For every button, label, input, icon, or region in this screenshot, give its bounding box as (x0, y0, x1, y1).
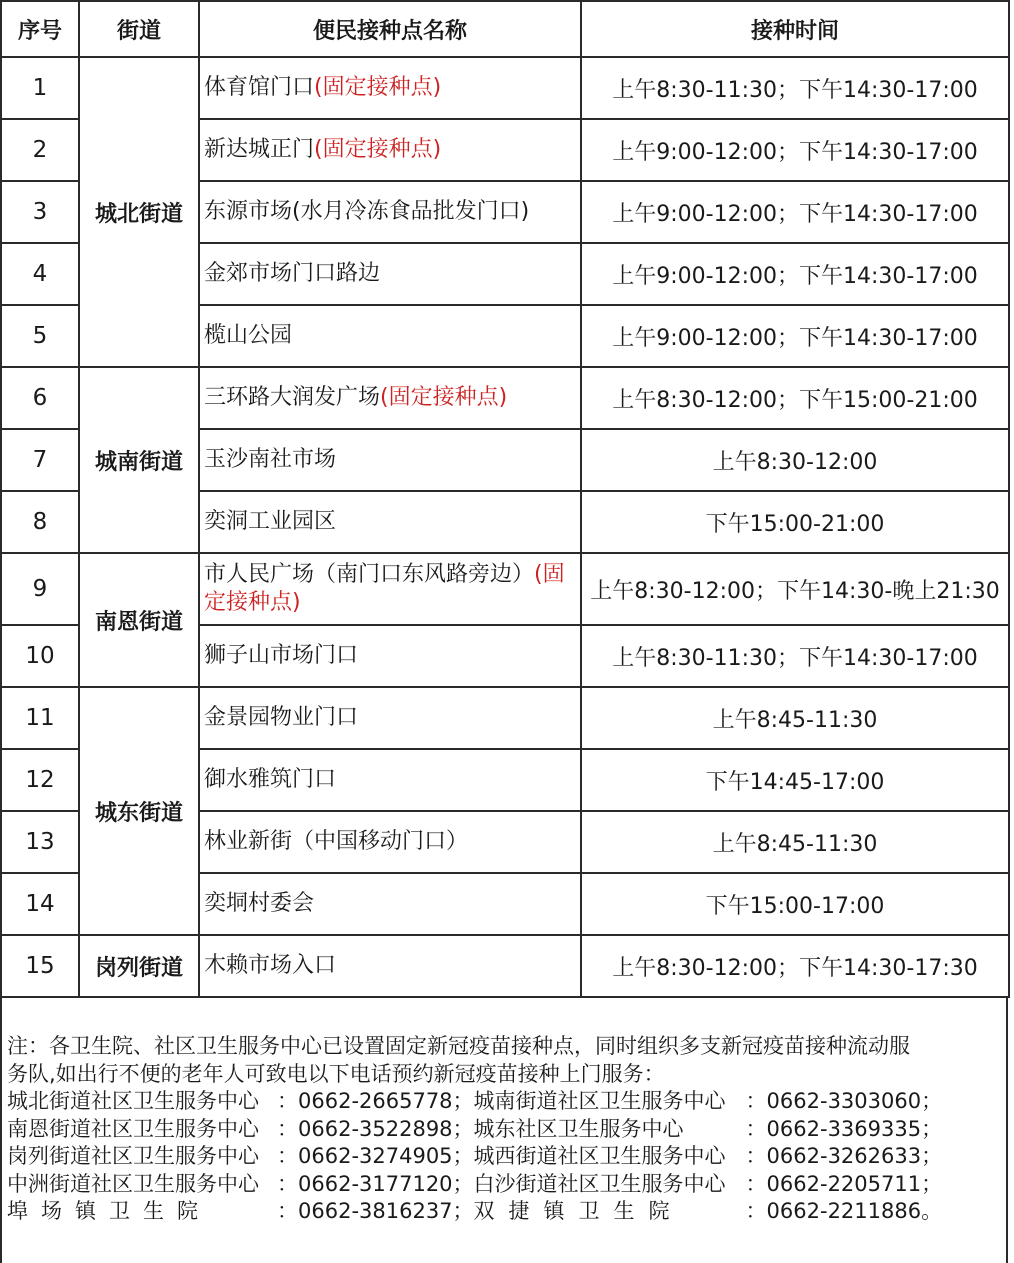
note-left-border (0, 996, 2, 1263)
contact-name: 岗列街道社区卫生服务中心 (7, 1144, 259, 1168)
site-name: 金郊市场门口路边 (204, 261, 381, 286)
table-header-row (1, 1, 1009, 57)
site-name: 林业新街（中国移动门口） (204, 829, 469, 854)
vaccination-time: 下午14:45-17:00 (581, 749, 1009, 811)
contact-phone: ：0662-3303060； (745, 1089, 943, 1113)
site-name: 玉沙南社市场 (204, 447, 337, 472)
row-index: 3 (1, 181, 79, 243)
contact-name: 白沙街道社区卫生服务中心 (473, 1171, 726, 1196)
vaccination-time: 上午8:45-11:30 (581, 687, 1009, 749)
vaccination-time: 上午9:00-12:00；下午14:30-17:00 (581, 243, 1009, 305)
site-name-cell (199, 429, 581, 491)
site-name: 奕洞工业园区 (204, 509, 337, 534)
table-body (1, 57, 1009, 997)
vaccination-time: 下午15:00-17:00 (581, 873, 1009, 935)
contact-name: 中洲街道社区卫生服务中心 (7, 1171, 259, 1196)
vaccination-time: 上午8:30-11:30；下午14:30-17:00 (581, 57, 1009, 119)
note-section (7, 1033, 1007, 1226)
street-name: 南恩街道 (79, 553, 199, 687)
contact-name: 城西街道社区卫生服务中心 (473, 1144, 726, 1168)
row-index: 12 (1, 749, 79, 811)
site-name: 新达城正门 (204, 137, 315, 162)
contact-list (7, 1088, 1007, 1226)
contact-line (7, 1143, 1007, 1171)
note-intro-line-2: 务队,如出行不便的老年人可致电以下电话预约新冠疫苗接种上门服务： (7, 1061, 665, 1086)
vaccination-time: 下午15:00-21:00 (581, 491, 1009, 553)
site-name-cell (199, 491, 581, 553)
vaccination-time: 上午8:30-12:00；下午15:00-21:00 (581, 367, 1009, 429)
site-name-cell (199, 305, 581, 367)
site-name-cell (199, 625, 581, 687)
vaccination-time: 上午9:00-12:00；下午14:30-17:00 (581, 305, 1009, 367)
table-row (1, 367, 1009, 429)
contact-phone: ：0662-3274905； (277, 1144, 474, 1168)
contact-phone: ：0662-3177120； (277, 1171, 474, 1196)
street-name: 城东街道 (79, 687, 199, 935)
site-name-cell (199, 553, 581, 625)
fixed-site-label: (固定接种点) (204, 562, 565, 615)
site-name: 榄山公园 (204, 323, 293, 348)
site-name-cell (199, 811, 581, 873)
contact-name: 城北街道社区卫生服务中心 (7, 1089, 259, 1113)
row-index: 5 (1, 305, 79, 367)
site-name: 体育馆门口 (204, 75, 315, 100)
table-row (1, 57, 1009, 119)
vaccination-time: 上午8:45-11:30 (581, 811, 1009, 873)
site-name: 狮子山市场门口 (204, 643, 359, 668)
table-row (1, 687, 1009, 749)
site-name: 御水雅筑门口 (204, 767, 337, 792)
row-index: 6 (1, 367, 79, 429)
street-name: 城南街道 (79, 367, 199, 553)
header-time: 接种时间 (581, 1, 1009, 57)
contact-name: 城东社区卫生服务中心 (473, 1116, 684, 1141)
site-name-cell (199, 687, 581, 749)
contact-line (7, 1088, 1007, 1116)
site-name-cell (199, 119, 581, 181)
contact-line (7, 1116, 1007, 1144)
site-name-cell (199, 57, 581, 119)
site-name: 市人民广场（南门口东风路旁边） (204, 562, 535, 587)
vaccination-time: 上午9:00-12:00；下午14:30-17:00 (581, 119, 1009, 181)
contact-name: 埠场镇卫生院 (7, 1199, 211, 1223)
contact-phone: ：0662-3369335； (745, 1116, 943, 1141)
street-name: 城北街道 (79, 57, 199, 367)
site-name: 东源市场(水月冷冻食品批发门口) (204, 199, 530, 224)
vaccination-time: 上午8:30-11:30；下午14:30-17:00 (581, 625, 1009, 687)
fixed-site-label: (固定接种点) (380, 385, 508, 410)
header-index: 序号 (1, 1, 79, 57)
contact-line (7, 1171, 1007, 1199)
row-index: 4 (1, 243, 79, 305)
site-name-cell (199, 243, 581, 305)
row-index: 8 (1, 491, 79, 553)
contact-phone: ：0662-3262633； (745, 1144, 943, 1168)
site-name: 木赖市场入口 (204, 953, 337, 978)
row-index: 15 (1, 935, 79, 997)
header-site: 便民接种点名称 (199, 1, 581, 57)
fixed-site-label: (固定接种点) (314, 137, 442, 162)
street-name: 岗列街道 (79, 935, 199, 997)
site-name: 奕垌村委会 (204, 891, 315, 916)
contact-name: 南恩街道社区卫生服务中心 (7, 1116, 259, 1141)
header-street: 街道 (79, 1, 199, 57)
vaccination-time: 上午9:00-12:00；下午14:30-17:00 (581, 181, 1009, 243)
contact-name: 城南街道社区卫生服务中心 (473, 1089, 726, 1113)
row-index: 1 (1, 57, 79, 119)
site-name-cell (199, 367, 581, 429)
row-index: 7 (1, 429, 79, 491)
row-index: 13 (1, 811, 79, 873)
site-name-cell (199, 935, 581, 997)
row-index: 14 (1, 873, 79, 935)
contact-name: 双捷镇卫生院 (473, 1199, 684, 1223)
note-intro-line-1: 注：各卫生院、社区卫生服务中心已设置固定新冠疫苗接种点，同时组织多支新冠疫苗接种流动服 (7, 1034, 910, 1058)
fixed-site-label: (固定接种点) (314, 75, 442, 100)
contact-line (7, 1198, 1007, 1226)
row-index: 11 (1, 687, 79, 749)
row-index: 2 (1, 119, 79, 181)
contact-phone: ：0662-3816237； (277, 1199, 474, 1223)
site-name-cell (199, 181, 581, 243)
site-name-cell (199, 749, 581, 811)
vaccination-time: 上午8:30-12:00 (581, 429, 1009, 491)
table-row (1, 553, 1009, 625)
vaccination-time: 上午8:30-12:00；下午14:30-17:30 (581, 935, 1009, 997)
contact-phone: ：0662-2205711； (745, 1171, 943, 1196)
contact-phone: ：0662-2665778； (277, 1089, 474, 1113)
vaccination-time: 上午8:30-12:00；下午14:30-晚上21:30 (581, 553, 1009, 625)
contact-phone: ：0662-2211886。 (745, 1199, 943, 1223)
row-index: 9 (1, 553, 79, 625)
contact-phone: ：0662-3522898； (277, 1116, 474, 1141)
site-name: 三环路大润发广场 (204, 385, 381, 410)
site-name: 金景园物业门口 (204, 705, 359, 730)
site-name-cell (199, 873, 581, 935)
row-index: 10 (1, 625, 79, 687)
table-row (1, 935, 1009, 997)
